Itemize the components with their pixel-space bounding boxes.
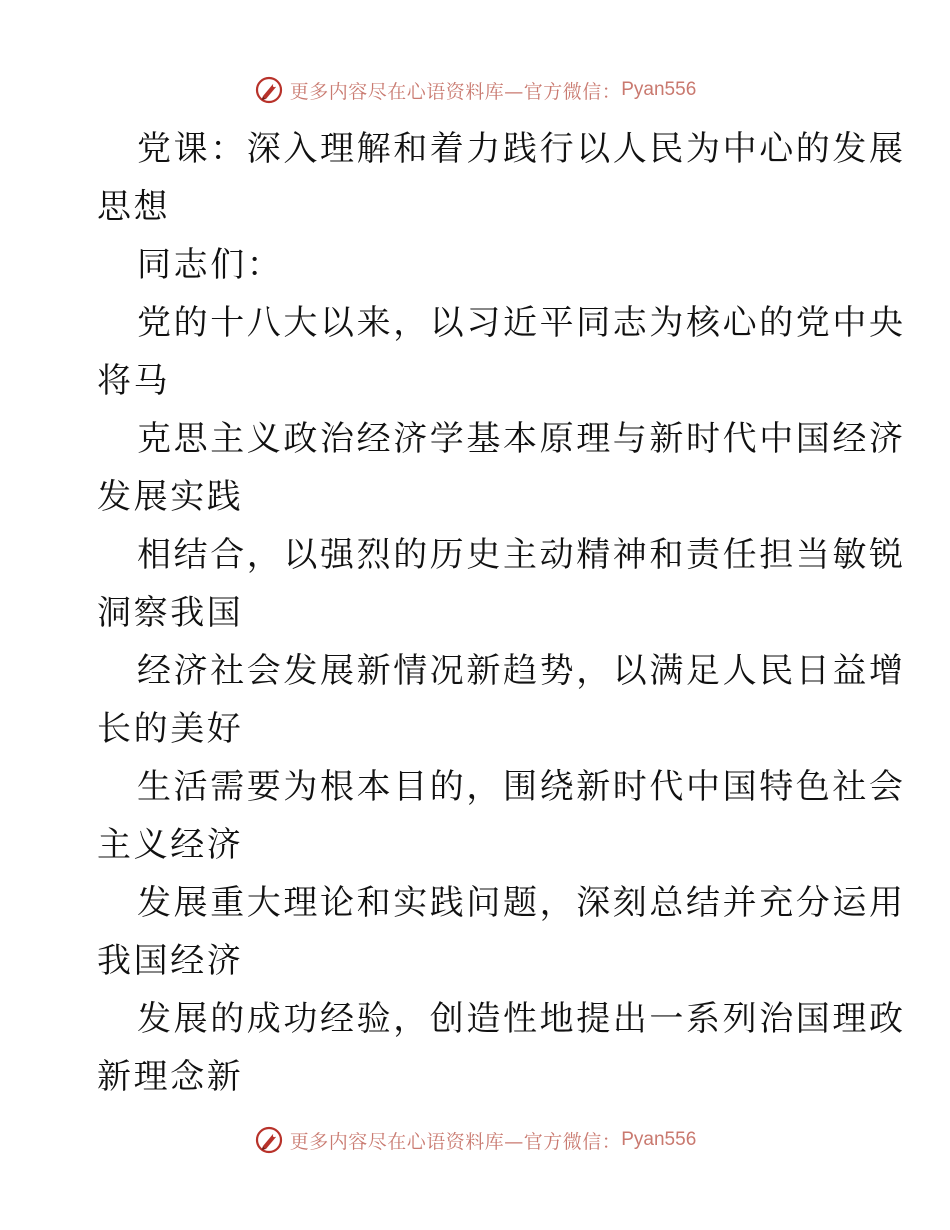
title-line: 党课：深入理解和着力践行以人民为中心的发展 xyxy=(137,129,906,169)
pen-logo-icon xyxy=(254,1125,284,1155)
pen-logo-icon xyxy=(254,75,284,105)
paragraph-line: 我国经济 xyxy=(97,941,244,981)
watermark-text: 更多内容尽在心语资料库—官方微信： xyxy=(289,80,622,103)
paragraph-line: 主义经济 xyxy=(97,825,244,865)
paragraph-line: 相结合，以强烈的历史主动精神和责任担当敏锐 xyxy=(137,535,906,575)
paragraph-line: 将马 xyxy=(97,361,171,401)
paragraph-line: 发展重大理论和实践问题，深刻总结并充分运用 xyxy=(137,883,906,923)
paragraph-line: 洞察我国 xyxy=(97,593,244,633)
footer-watermark xyxy=(0,1122,950,1158)
watermark-wechat-id: Pyan556 xyxy=(621,79,697,100)
watermark-wechat-id: Pyan556 xyxy=(621,1129,697,1150)
title-line: 思想 xyxy=(97,187,171,227)
document-body xyxy=(97,120,906,1106)
paragraph-line: 克思主义政治经济学基本原理与新时代中国经济 xyxy=(137,419,906,459)
header-watermark xyxy=(0,72,950,108)
paragraph-line: 发展实践 xyxy=(97,477,244,517)
salutation: 同志们： xyxy=(137,245,284,285)
paragraph-line: 发展的成功经验，创造性地提出一系列治国理政 xyxy=(137,999,906,1039)
paragraph-line: 新理念新 xyxy=(97,1057,244,1097)
paragraph-line: 党的十八大以来，以习近平同志为核心的党中央 xyxy=(137,303,906,343)
paragraph-line: 生活需要为根本目的，围绕新时代中国特色社会 xyxy=(137,767,906,807)
watermark-text: 更多内容尽在心语资料库—官方微信： xyxy=(289,1130,622,1153)
paragraph-line: 长的美好 xyxy=(97,709,244,749)
paragraph-line: 经济社会发展新情况新趋势，以满足人民日益增 xyxy=(137,651,906,691)
